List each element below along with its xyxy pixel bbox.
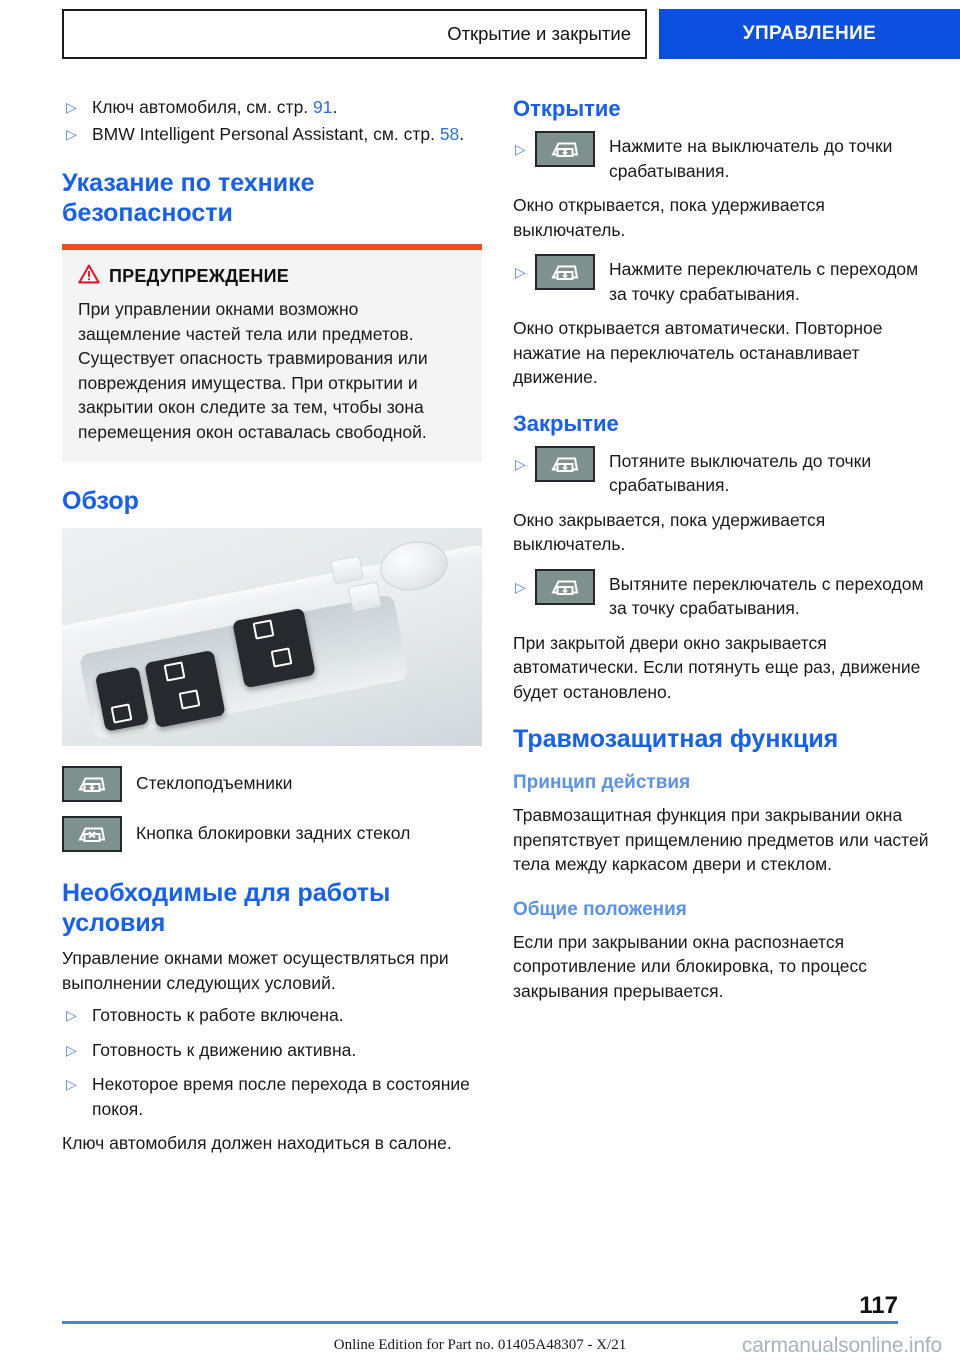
spacer [513,754,933,770]
close-heading: Закрытие [513,410,619,436]
bullet-triangle-icon: ▷ [66,1041,77,1058]
list-item [62,1072,482,1121]
right-column [513,95,933,1003]
left-column [62,95,482,1156]
spacer [62,938,482,946]
instruction-explanation: При закрытой двери окно закрывается автоматически. Если потянуть еще раз, движение будет остановлено. [513,632,921,702]
bullet-text [92,122,482,147]
conditions-note: Ключ автомобиля должен находиться в салоне. [62,1133,452,1153]
spacer [62,746,482,766]
header-section-title: УПРАВЛЕНИЕ [659,9,960,59]
spacer [513,308,933,316]
spacer [513,623,933,631]
spacer [513,390,933,410]
door-switch-panel-photo [62,528,482,746]
bullet-triangle-icon: ▷ [66,1076,77,1092]
bullet-triangle-icon: ▷ [515,141,526,157]
bullet-triangle-icon: ▷ [66,99,77,115]
instruction-explanation: Окно закрывается, пока удерживается выключатель. [513,509,826,554]
footer-divider [62,1321,898,1324]
spacer [62,148,482,168]
list-item [62,766,482,802]
general-heading: Общие положения [513,898,687,920]
page-footer [0,1267,960,1362]
spacer [513,795,933,803]
window-lifter-icon [535,569,595,605]
window-lifter-icon [535,446,595,482]
bullet-text: Некоторое время после перехода в состояние покоя. [92,1074,470,1119]
page-number: 117 [859,1292,898,1319]
list-item [62,95,482,120]
bullet-text [92,95,482,120]
spacer [62,1030,482,1038]
open-heading: Открытие [513,96,621,121]
bullet-text-after: . [459,123,465,144]
instruction-text: Нажмите на выключатель до точки срабатывания. [609,136,893,181]
legend-label: Кнопка блокировки задних стекол [136,823,411,843]
instruction-text: Нажмите переключатель с переходом за точку срабатывания. [609,259,919,304]
edition-note: Online Edition for Part no. 01405A48307 - X/21 [333,1337,627,1353]
bullet-triangle-icon: ▷ [515,455,526,472]
spacer [513,704,933,724]
instruction-text: Потяните выключатель до точки срабатывания. [609,450,872,495]
list-item [513,254,933,306]
list-item [513,446,933,498]
warning-title: ПРЕДУПРЕЖДЕНИЕ [109,266,289,286]
bullet-triangle-icon: ▷ [515,264,526,280]
photo-button-glyph [164,661,186,681]
spacer [513,922,933,930]
safety-heading: Указание по технике безопасности [62,169,315,227]
spacer [513,242,933,254]
photo-right-window-buttons [232,608,316,688]
spacer [62,995,482,1003]
site-watermark: carmanualsonline.info [741,1334,942,1357]
window-lifter-icon [535,131,595,167]
antitrap-heading: Травмозащитная функция [513,725,839,753]
spacer [62,462,482,486]
list-item [62,816,482,852]
conditions-intro: Управление окнами может осуществляться при выполнении следующих условий. [62,948,449,993]
rear-window-lock-icon [62,816,122,852]
bullet-text-after: . [332,97,338,117]
spacer [513,877,933,897]
instruction-text: Вытяните переключатель с переходом за точку срабатывания. [609,573,924,618]
photo-left-window-buttons [144,650,225,728]
list-item [62,122,482,147]
photo-button-glyph [271,647,293,667]
page-reference-link[interactable]: 58 [439,123,460,144]
bullet-text-before: BMW Intelligent Personal Assistant, см. стр. [92,123,440,144]
general-body: Если при закрывании окна распознается сопротивление или блокировка, то процесс закрывания прерывается. [513,931,868,1001]
spacer [62,866,482,878]
conditions-heading: Необходимые для работы условия [62,879,391,937]
bullet-text-before: Ключ автомобиля, см. стр. [92,97,314,117]
spacer [513,500,933,508]
list-item [513,131,933,183]
bullet-triangle-icon: ▷ [515,578,526,595]
bullet-text: Готовность к движению активна. [92,1039,357,1060]
overview-heading: Обзор [62,487,139,515]
bullet-triangle-icon: ▷ [66,1007,77,1023]
spacer [513,557,933,569]
spacer [513,185,933,193]
principle-body: Травмозащитная функция при закрывании окна препятствует прищемлению предметов или частей тела между каркасом двери и стеклом. [513,805,929,874]
instruction-explanation: Окно открывается, пока удерживается выключатель. [513,195,825,240]
bullet-text: Готовность к работе включена. [92,1005,344,1025]
window-lifter-icon [62,766,122,802]
list-item [62,1003,482,1028]
page-reference-link[interactable]: 91 [313,97,333,117]
warning-box [62,244,482,462]
photo-button-glyph [111,703,133,723]
list-item [513,569,933,621]
warning-triangle-icon [78,264,100,289]
legend-label: Стеклоподъемники [136,773,293,793]
warning-header [78,264,466,289]
header-gap [647,9,659,59]
warning-body: При управлении окнами возможно защемление частей тела или предметов. Существует опасность травмирования или повреждения имущества. При открытии и закрытии окон следите за тем, чтобы зона перемещения окон оставалась свободной. [78,299,428,442]
spacer [62,516,482,528]
spacer [62,1064,482,1072]
principle-heading: Принцип действия [513,772,691,793]
window-lifter-icon [535,254,595,290]
bullet-triangle-icon: ▷ [66,125,77,142]
spacer [513,123,933,131]
spacer [513,438,933,446]
photo-button-glyph [253,619,275,639]
list-item [62,1038,482,1063]
spacer [62,228,482,244]
page-header [62,9,960,59]
spacer [62,1123,482,1131]
instruction-explanation: Окно открывается автоматически. Повторное нажатие на переключатель останавливает движение. [513,318,883,387]
header-chapter-title: Открытие и закрытие [62,9,647,59]
photo-button-glyph [179,689,201,709]
